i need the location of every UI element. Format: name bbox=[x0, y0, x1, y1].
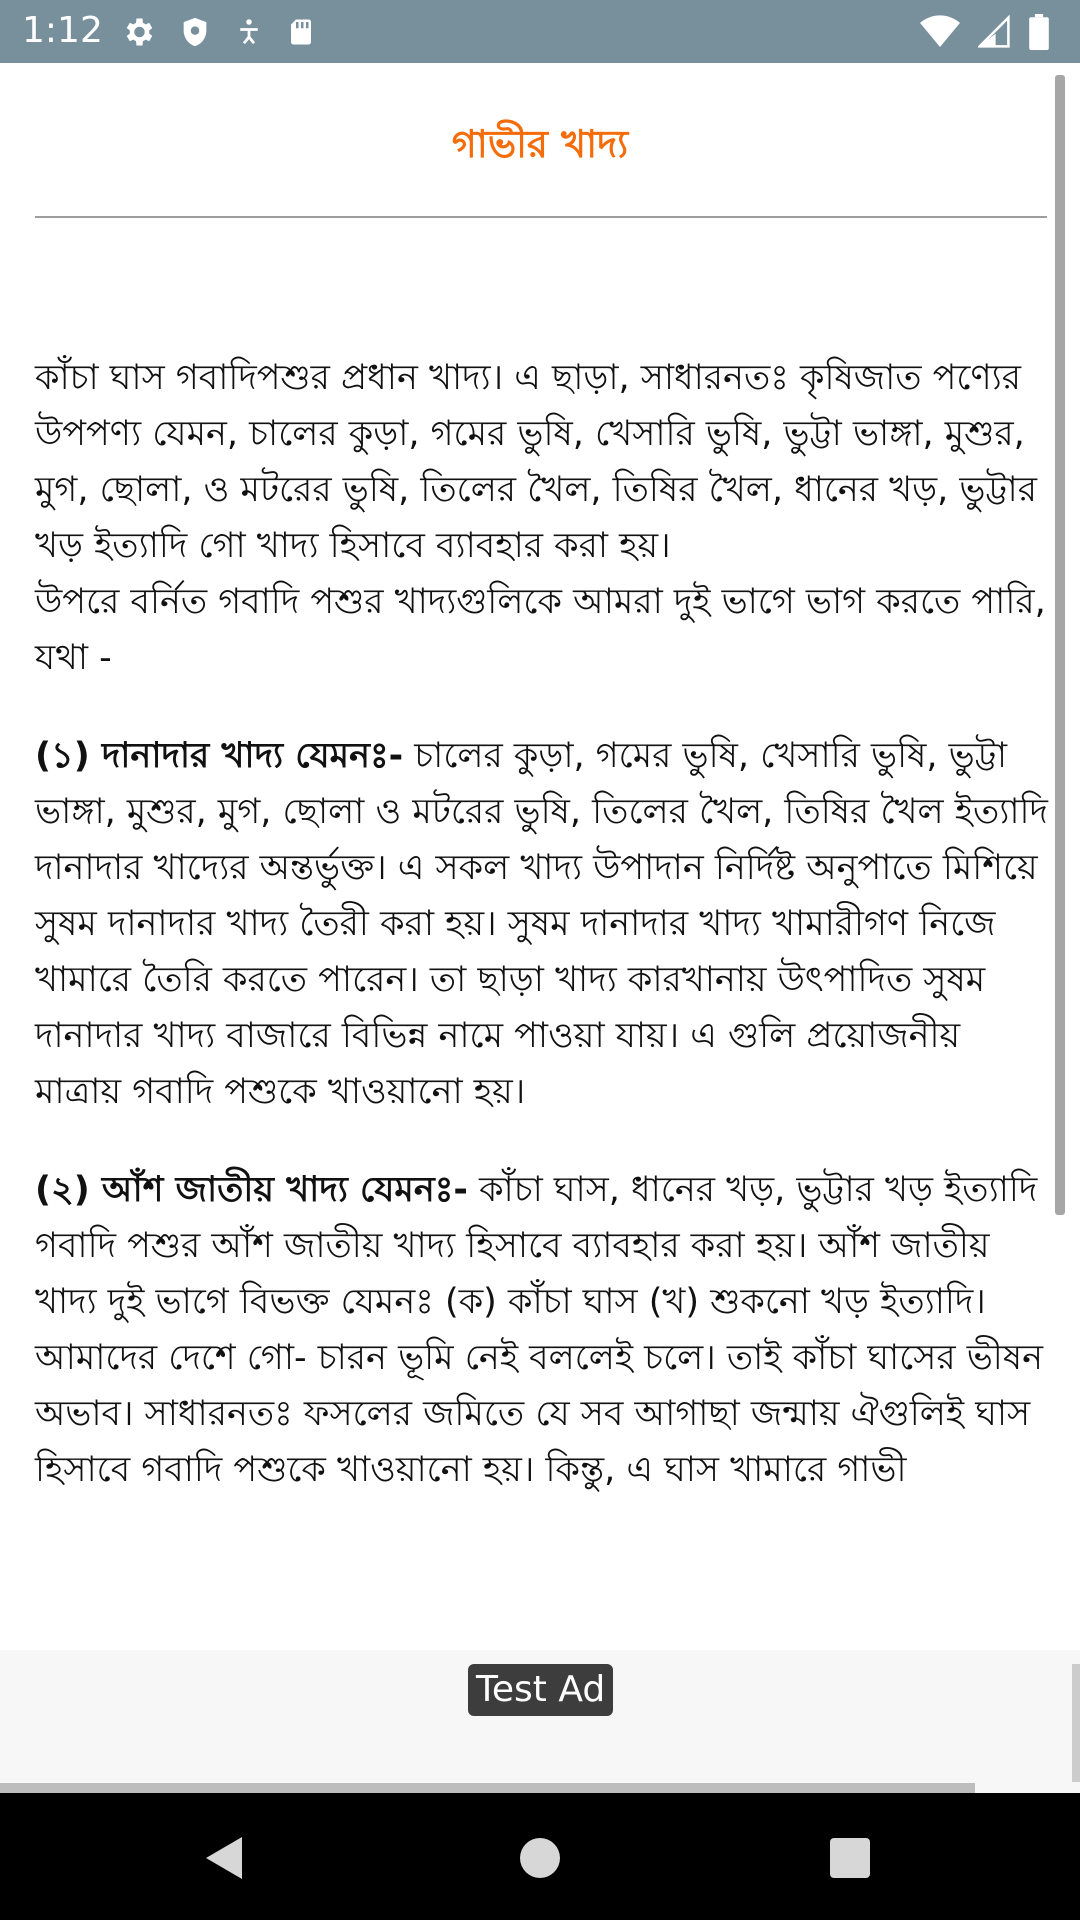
navigation-bar bbox=[0, 1793, 1080, 1920]
section-grain-feed bbox=[35, 728, 1050, 1120]
paragraph-gap bbox=[35, 686, 1050, 728]
page-title: গাভীর খাদ্য bbox=[451, 122, 629, 166]
battery-icon bbox=[1028, 14, 1050, 50]
ad-scroll-indicator bbox=[1072, 1664, 1080, 1782]
home-icon[interactable] bbox=[515, 1833, 565, 1883]
ad-progress-bar bbox=[0, 1783, 975, 1793]
back-icon[interactable] bbox=[200, 1833, 250, 1883]
section-grain-feed-heading: (১) দানাদার খাদ্য যেমনঃ- bbox=[35, 736, 404, 776]
test-ad-label[interactable]: Test Ad bbox=[468, 1664, 613, 1716]
sd-card-icon bbox=[286, 14, 316, 50]
paragraph-gap bbox=[35, 1120, 1050, 1162]
status-time: 1:12 bbox=[22, 10, 103, 51]
cell-signal-icon bbox=[978, 15, 1010, 49]
paragraph-intro: কাঁচা ঘাস গবাদিপশুর প্রধান খাদ্য। এ ছাড়া, সাধারনতঃ কৃষিজাত পণ্যের উপপণ্য যেমন, চালের কুড়া, গমের ভুষি, খেসারি ভুষি, ভুট্টা ভাঙ্গা, মুশুর, মুগ, ছোলা, ও মটরের ভুষি, তিলের খৈল, তিষির খৈল, ধানের খড়, ভুট্টার খড় ইত্যাদি গো খাদ্য হিসাবে ব্যাবহার করা হয়। bbox=[35, 358, 1037, 566]
recents-icon[interactable] bbox=[825, 1833, 875, 1883]
section-grain-feed-body: চালের কুড়া, গমের ভুষি, খেসারি ভুষি, ভুট্টা ভাঙ্গা, মুশুর, মুগ, ছোলা ও মটরের ভুষি, তিলের খৈল, তিষির খৈল ইত্যাদি দানাদার খাদ্যের অন্তর্ভুক্ত। এ সকল খাদ্য উপাদান নির্দিষ্ট অনুপাতে মিশিয়ে সুষম দানাদার খাদ্য তৈরী করা হয়। সুষম দানাদার খাদ্য খামারীগণ নিজে খামারে তৈরি করতে পারেন। তা ছাড়া খাদ্য কারখানায় উৎপাদিত সুষম দানাদার খাদ্য বাজারে বিভিন্ন নামে পাওয়া যায়। এ গুলি প্রয়োজনীয় মাত্রায় গবাদি পশুকে খাওয়ানো হয়। bbox=[35, 736, 1048, 1112]
ad-banner[interactable] bbox=[0, 1650, 1080, 1793]
status-icons-left bbox=[120, 12, 316, 52]
article-body bbox=[35, 350, 1050, 1498]
status-icons-right bbox=[920, 12, 1050, 52]
title-divider bbox=[35, 216, 1047, 218]
settings-icon bbox=[120, 14, 156, 50]
section-fiber-feed-heading: (২) আঁশ জাতীয় খাদ্য যেমনঃ- bbox=[35, 1170, 468, 1210]
wifi-icon bbox=[920, 15, 960, 49]
article-page[interactable] bbox=[14, 75, 1050, 1650]
status-bar bbox=[0, 0, 1080, 63]
section-fiber-feed bbox=[35, 1162, 1050, 1498]
shield-icon bbox=[178, 14, 212, 50]
accessibility-icon bbox=[234, 14, 264, 50]
content-scrollbar[interactable] bbox=[1055, 75, 1065, 1215]
paragraph-classification: উপরে বর্নিত গবাদি পশুর খাদ্যগুলিকে আমরা দুই ভাগে ভাগ করতে পারি, যথা - bbox=[35, 582, 1046, 678]
section-fiber-feed-body: কাঁচা ঘাস, ধানের খড়, ভুট্টার খড় ইত্যাদি গবাদি পশুর আঁশ জাতীয় খাদ্য হিসাবে ব্যাবহার করা হয়। আঁশ জাতীয় খাদ্য দুই ভাগে বিভক্ত যেমনঃ (ক) কাঁচা ঘাস (খ) শুকনো খড় ইত্যাদি।আমাদের দেশে গো- চারন ভূমি নেই বললেই চলে। তাই কাঁচা ঘাসের ভীষন অভাব। সাধারনতঃ ফসলের জমিতে যে সব আগাছা জন্মায় ঐগুলিই ঘাস হিসাবে গবাদি পশুকে খাওয়ানো হয়। কিন্তু, এ ঘাস খামারে গাভী bbox=[35, 1170, 1044, 1490]
